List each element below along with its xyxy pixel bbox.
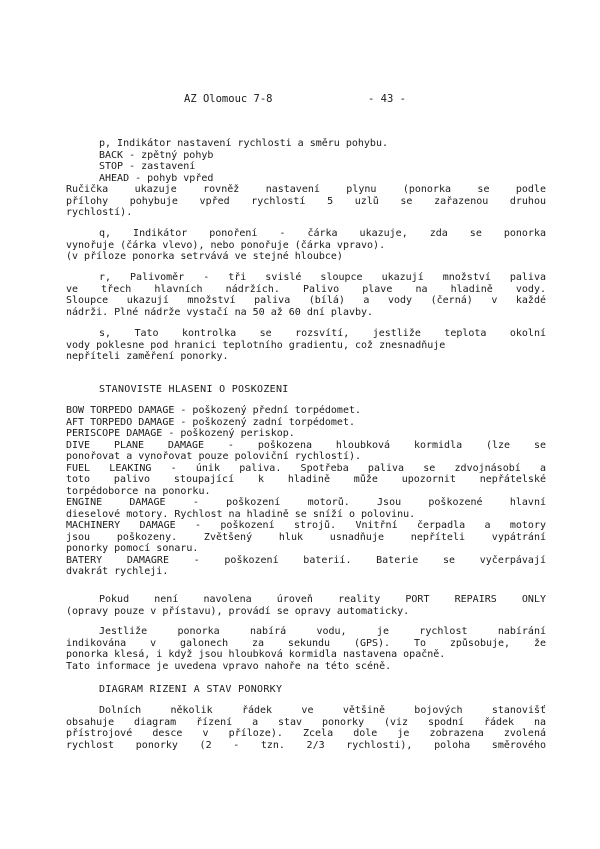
paragraph-fuel-gauge bbox=[66, 272, 546, 318]
text-line: dvakrát rychleji. bbox=[66, 566, 169, 577]
text-line: ponořovat a vynořovat pouze poloviční rychlostí). bbox=[66, 451, 362, 462]
text-line: vynořuje (čárka vlevo), nebo ponořuje (čárka vpravo). bbox=[66, 239, 386, 251]
text-line: obsahuje diagram řízení a stav ponorky (viz spodní řádek na bbox=[66, 716, 546, 728]
paragraph-dive-indicator bbox=[66, 228, 546, 263]
text-line: DIVE PLANE DAMAGE - poškozena hloubková kormidla (lze se bbox=[66, 439, 546, 451]
heading-text: DIAGRAM ŘÍZENÍ A STAV PONORKY bbox=[99, 684, 283, 695]
damage-report-list bbox=[66, 405, 546, 578]
text-line: přístrojové desce v příloze). Zcela dole je zobrazena zvolená bbox=[66, 728, 546, 739]
page-number: - 43 - bbox=[368, 93, 406, 105]
text-line: (opravy pouze v přístavu), provádí se opravy automaticky. bbox=[66, 605, 410, 617]
paragraph-control-diagram bbox=[66, 705, 546, 751]
text-line: Ručička ukazuje rovněž nastavení plynu (ponorka se podle bbox=[66, 184, 546, 195]
section-heading-damage bbox=[66, 384, 546, 396]
section-heading-control-diagram bbox=[66, 684, 546, 696]
text-line: MACHINERY DAMAGE - poškození strojů. Vnitřní čerpadla a motory bbox=[66, 520, 546, 531]
text-line: indikována v galonech za sekundu (GPS). To způsobuje, že bbox=[66, 637, 546, 649]
text-line: p, Indikátor nastavení rychlosti a směru pohybu. bbox=[99, 138, 388, 149]
text-line: ve třech hlavních nádržích. Palivo plave na hladině vody. bbox=[66, 283, 546, 295]
text-line: BACK - zpětný pohyb bbox=[99, 149, 214, 161]
text-line: vody poklesne pod hranici teplotního gradientu, což znesnadňuje bbox=[66, 339, 446, 351]
text-line: AFT TORPEDO DAMAGE - poškozený zadní torpédomet. bbox=[66, 416, 355, 428]
text-line: BATERY DAMAGRE - poškození baterií. Baterie se vyčerpávají bbox=[66, 554, 546, 566]
text-line: Dolních několik řádek ve většině bojových stanovišť bbox=[99, 705, 546, 716]
text-line: rychlost ponorky (2 - tzn. 2/3 rychlosti), poloha směrového bbox=[66, 739, 546, 751]
text-line: FUEL LEAKING - únik paliva. Spotřeba paliva se zdvojnásobí a bbox=[66, 462, 546, 474]
text-line: Sloupce ukazují množství paliva (bílá) a vody (černá) v každé bbox=[66, 295, 546, 306]
text-line: přílohy pohybuje vpřed rychlostí 5 uzlů se zařazenou druhou bbox=[66, 195, 546, 207]
text-line: ponorka klesá, i když jsou hloubková kormidla nastavena opačně. bbox=[66, 649, 446, 660]
text-line: nádrži. Plné nádrže vystačí na 50 až 60 dní plavby. bbox=[66, 306, 374, 318]
text-line: rychlostí). bbox=[66, 207, 133, 218]
text-line: Pokud není navolena úroveň reality PORT REPAIRS ONLY bbox=[99, 594, 546, 605]
paragraph-thermal-light bbox=[66, 328, 546, 363]
text-line: AHEAD - pohyb vpřed bbox=[99, 172, 214, 184]
text-line: nepříteli zaměření ponorky. bbox=[66, 351, 229, 362]
text-line: dieselové motory. Rychlost na hladině se sníží o polovinu. bbox=[66, 508, 416, 520]
text-line: jsou poškozeny. Zvětšený hluk usnadňuje nepříteli vypátrání bbox=[66, 531, 546, 543]
text-line: toto palivo stoupající k hladině může upozornit nepřátelské bbox=[66, 474, 546, 485]
text-line: (v příloze ponorka setrvává ve stejné hloubce) bbox=[66, 251, 343, 262]
text-line: torpédoborce na ponorku. bbox=[66, 485, 211, 497]
text-line: q, Indikátor ponoření - čárka ukazuje, zda se ponorka bbox=[99, 228, 546, 239]
text-line: PERISCOPE DAMAGE - poškozený periskop. bbox=[66, 428, 295, 439]
text-line: s, Tato kontrolka se rozsvítí, jestliže teplota okolní bbox=[99, 328, 546, 339]
paragraph-speed-indicator bbox=[66, 138, 546, 219]
running-header: AZ Olomouc 7-8 bbox=[184, 93, 273, 105]
text-line: STOP - zastavení bbox=[99, 161, 196, 172]
text-line: Tato informace je uvedena vpravo nahoře na této scéně. bbox=[66, 660, 392, 672]
text-line: r, Palivoměr - tři svislé sloupce ukazují množství paliva bbox=[99, 272, 546, 283]
text-line: BOW TORPEDO DAMAGE - poškozený přední torpédomet. bbox=[66, 405, 362, 416]
text-line: ponorky pomocí sonaru. bbox=[66, 543, 199, 554]
text-line: ENGINE DAMAGE - poškození motorů. Jsou poškozené hlavní bbox=[66, 497, 546, 508]
paragraph-flooding bbox=[66, 626, 546, 672]
paragraph-port-repairs bbox=[66, 594, 546, 617]
text-line: Jestliže ponorka nabírá vodu, je rychlost nabírání bbox=[99, 626, 546, 637]
heading-text: STANOVIŠTĚ HLÁŠENÍ O POŠKOZENÍ bbox=[99, 384, 289, 395]
